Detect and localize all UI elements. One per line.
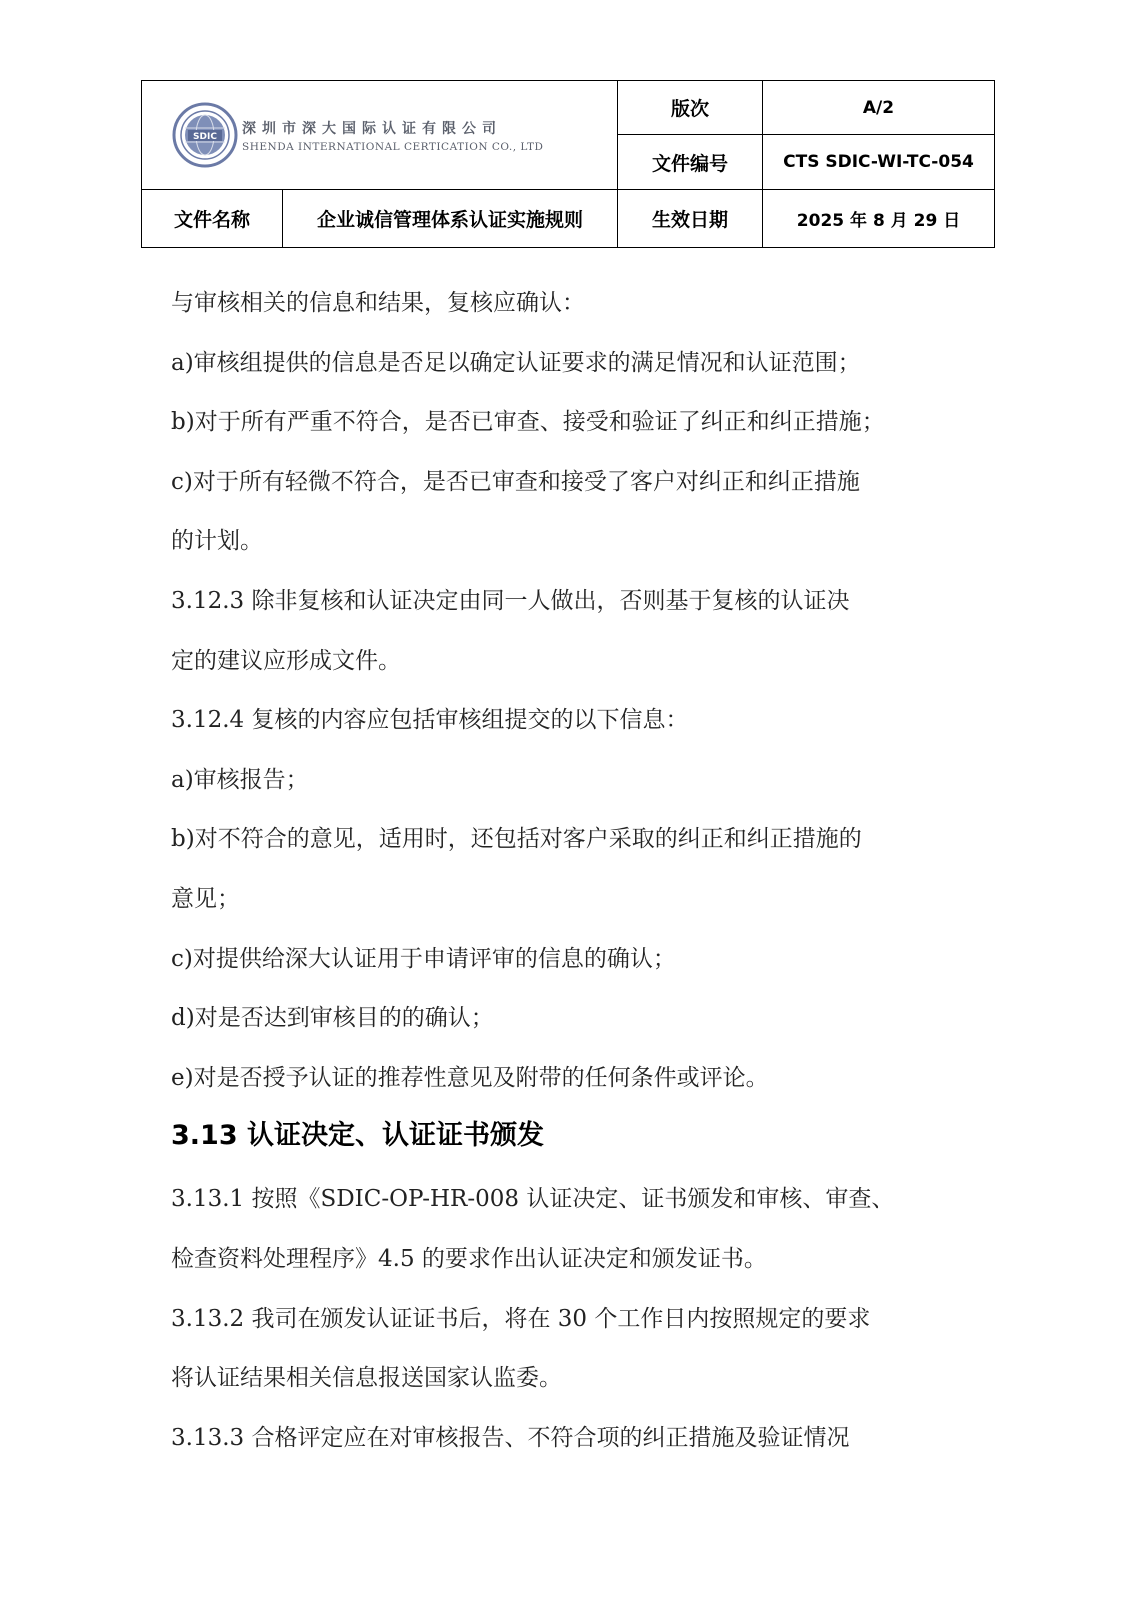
version-label: 版次 — [618, 81, 763, 135]
company-logo-cell — [142, 81, 618, 190]
document-body — [171, 274, 971, 1468]
company-name-en: SHENDA INTERNATIONAL CERTICATION CO., LTD — [242, 140, 544, 153]
paragraph-line: b)对于所有严重不符合，是否已审查、接受和验证了纠正和纠正措施； — [171, 409, 885, 436]
effective-date-value: 2025 年 8 月 29 日 — [763, 190, 995, 248]
paragraph-line: 将认证结果相关信息报送国家认监委。 — [171, 1365, 562, 1392]
doc-name-label: 文件名称 — [142, 190, 283, 248]
paragraph-line: 3.12.3 除非复核和认证决定由同一人做出，否则基于复核的认证决 — [171, 587, 850, 614]
paragraph-line: 3.13.3 合格评定应在对审核报告、不符合项的纠正措施及验证情况 — [171, 1424, 850, 1451]
doc-number-value: CTS SDIC-WI-TC-054 — [763, 135, 995, 190]
doc-number-label: 文件编号 — [618, 135, 763, 190]
paragraph-line: a)审核组提供的信息是否足以确定认证要求的满足情况和认证范围； — [171, 349, 861, 376]
company-logo-icon — [172, 102, 238, 168]
document-header-table — [141, 80, 995, 248]
paragraph-line: e)对是否授予认证的推荐性意见及附带的任何条件或评论。 — [171, 1064, 769, 1091]
paragraph-line: 3.13.2 我司在颁发认证证书后，将在 30 个工作日内按照规定的要求 — [171, 1305, 871, 1332]
paragraph-line: c)对提供给深大认证用于申请评审的信息的确认； — [171, 945, 676, 972]
svg-text:SDIC: SDIC — [193, 132, 217, 142]
version-value: A/2 — [763, 81, 995, 135]
paragraph-line: d)对是否达到审核目的的确认； — [171, 1005, 494, 1032]
paragraph-line: 定的建议应形成文件。 — [171, 647, 401, 674]
paragraph-line: c)对于所有轻微不符合，是否已审查和接受了客户对纠正和纠正措施 — [171, 468, 860, 495]
paragraph-line: 意见； — [171, 885, 240, 912]
paragraph-line: 与审核相关的信息和结果，复核应确认： — [171, 290, 585, 316]
paragraph-line: b)对不符合的意见，适用时，还包括对客户采取的纠正和纠正措施的 — [171, 826, 862, 853]
paragraph-line: 3.12.4 复核的内容应包括审核组提交的以下信息： — [171, 707, 689, 734]
doc-name-value: 企业诚信管理体系认证实施规则 — [283, 190, 618, 248]
effective-date-label: 生效日期 — [618, 190, 763, 248]
paragraph-line: 检查资料处理程序》4.5 的要求作出认证决定和颁发证书。 — [171, 1245, 767, 1272]
company-name-cn: 深圳市深大国际认证有限公司 — [242, 120, 502, 137]
paragraph-line: 3.13.1 按照《SDIC-OP-HR-008 认证决定、证书颁发和审核、审查、 — [171, 1186, 895, 1213]
section-heading: 3.13 认证决定、认证证书颁发 — [171, 1120, 545, 1152]
paragraph-line: a)审核报告； — [171, 766, 309, 793]
paragraph-line: 的计划。 — [171, 528, 263, 555]
